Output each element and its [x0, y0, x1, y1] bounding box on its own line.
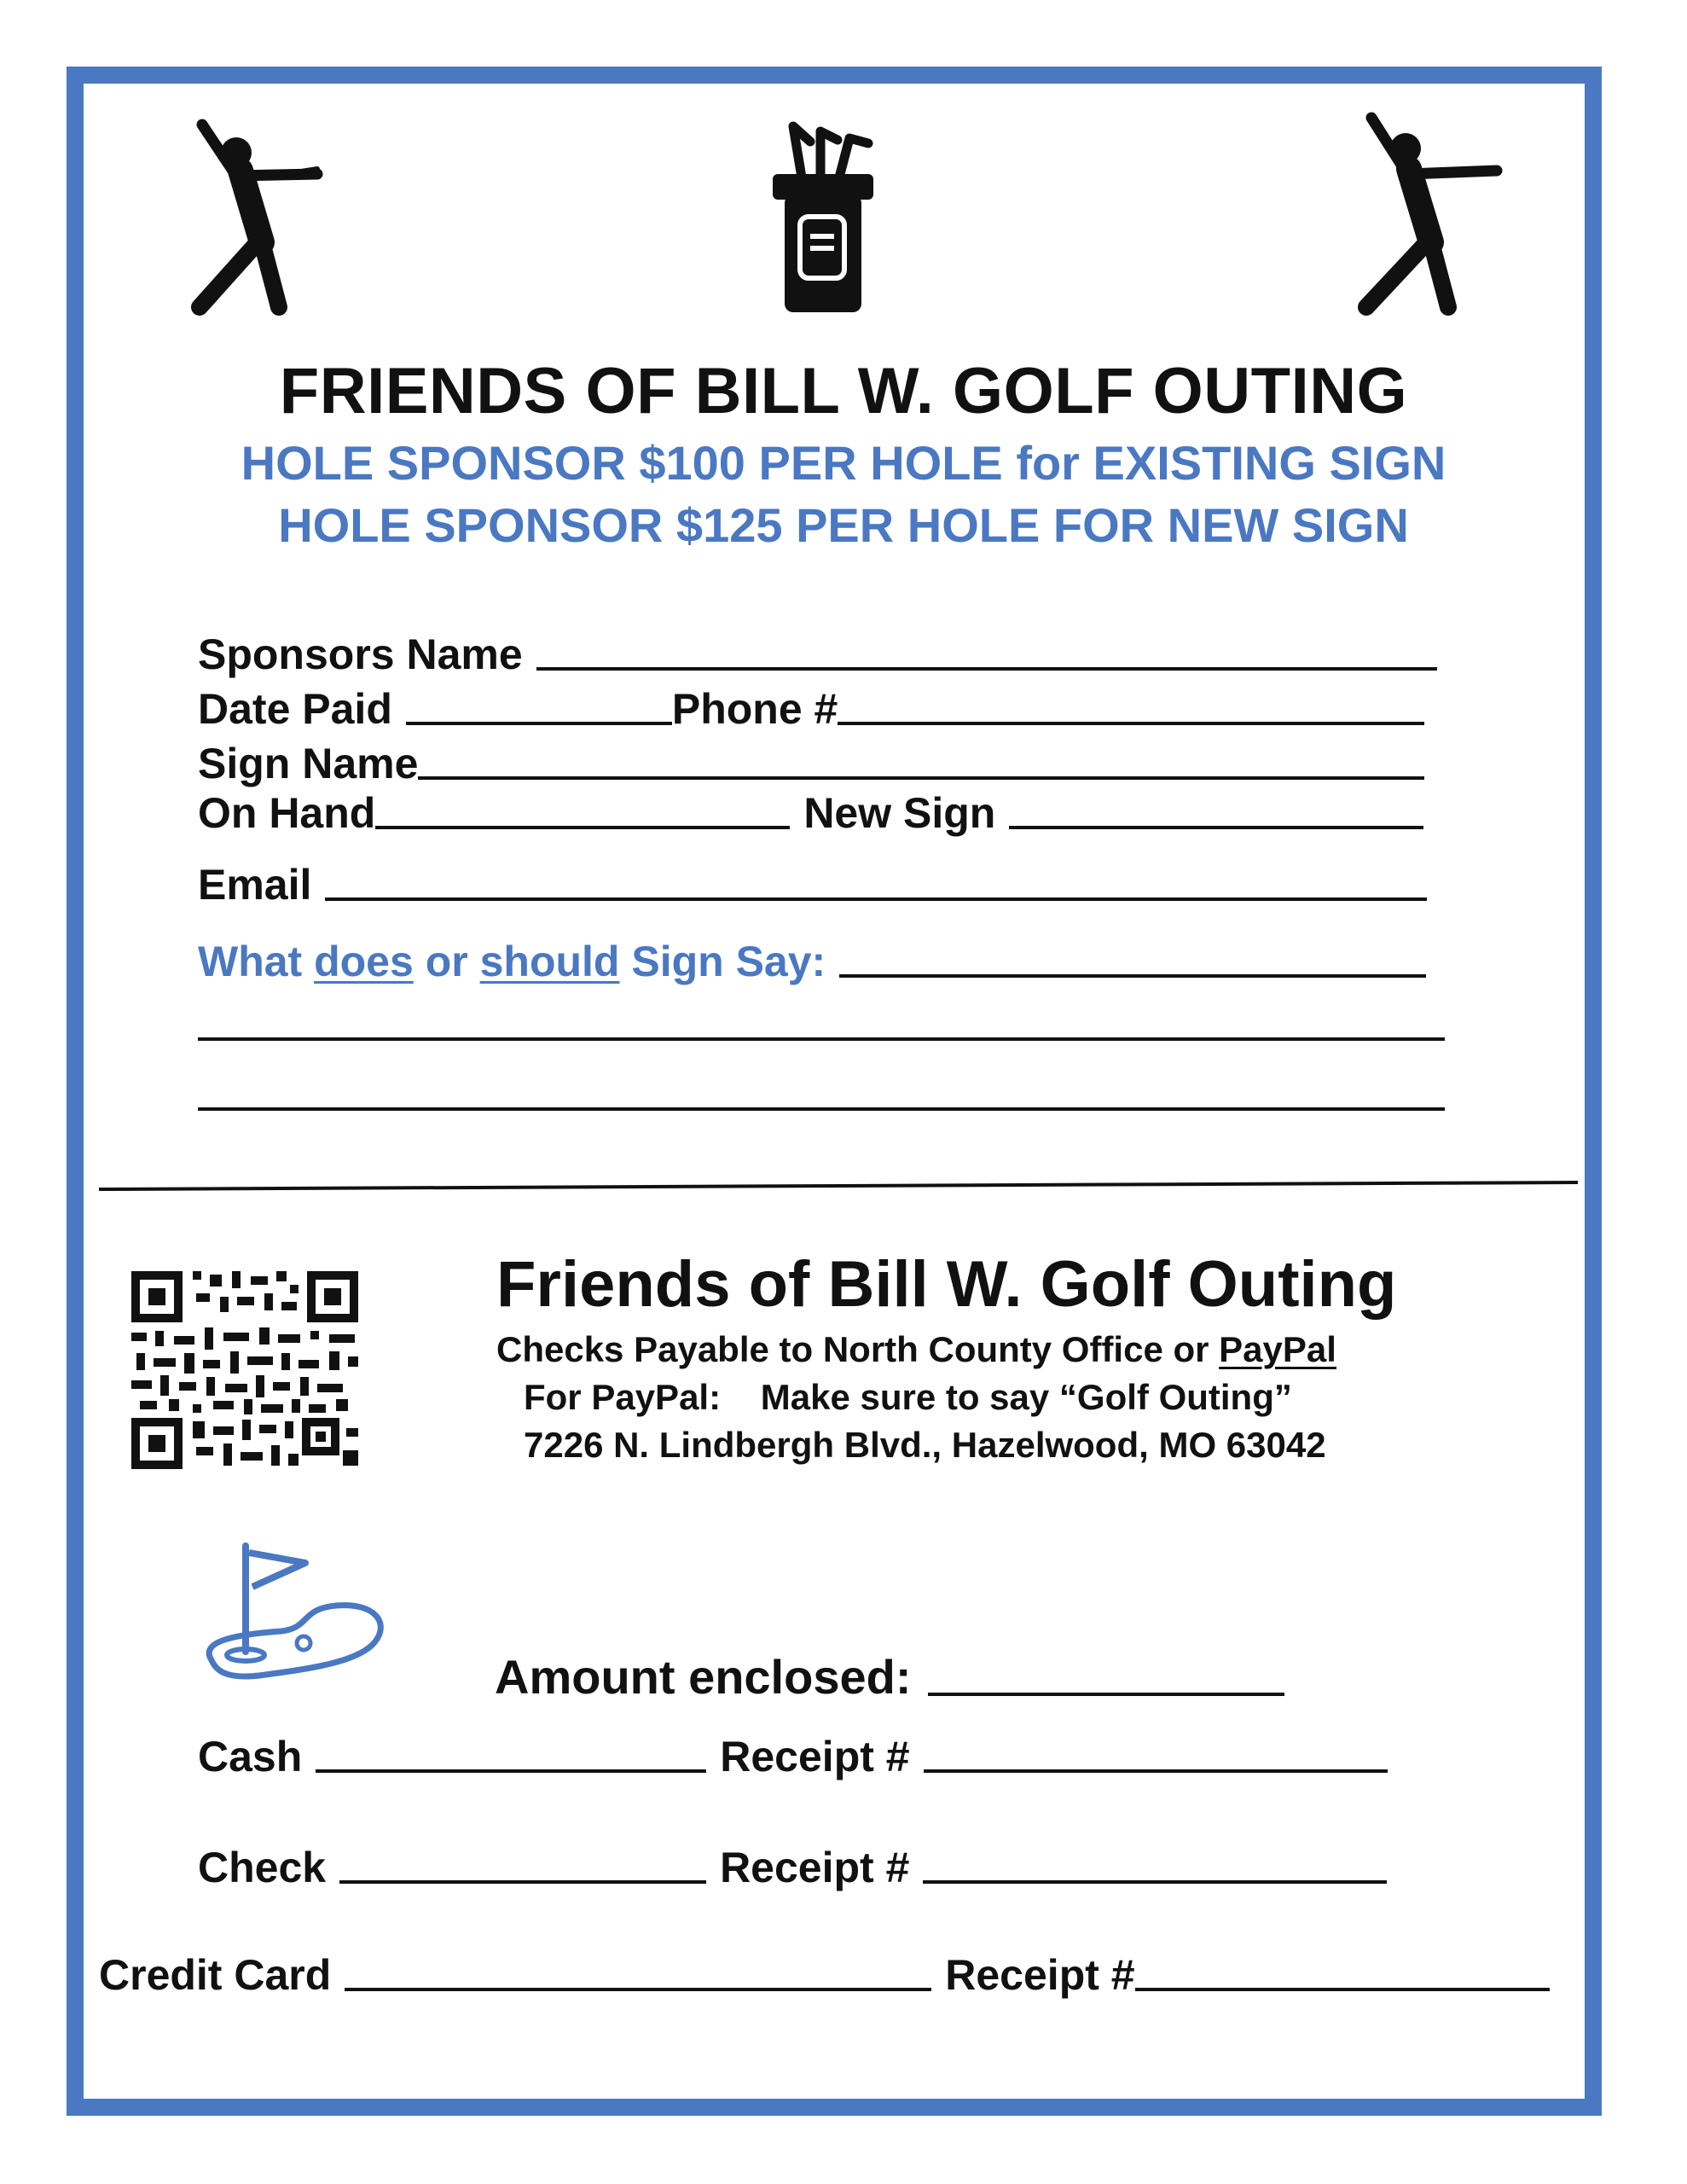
check-receipt-field[interactable] — [923, 1880, 1387, 1884]
checks-payable-text — [496, 1329, 1336, 1370]
cash-row — [198, 1723, 1388, 1778]
sign-say-should: should — [479, 938, 620, 985]
sponsors-name-field[interactable] — [536, 667, 1437, 671]
date-paid-label: Date Paid — [198, 685, 392, 733]
cash-receipt-field[interactable] — [924, 1769, 1388, 1773]
credit-card-receipt-label: Receipt # — [945, 1951, 1135, 1999]
sponsor-price-existing: HOLE SPONSOR $100 PER HOLE for EXISTING SIGN — [241, 436, 1446, 490]
new-sign-label: New Sign — [803, 789, 996, 837]
phone-field[interactable] — [838, 722, 1424, 725]
credit-card-row — [99, 1942, 1550, 1999]
sign-name-label: Sign Name — [198, 740, 419, 787]
check-receipt-label: Receipt # — [720, 1844, 910, 1891]
checks-payable-label: Checks Payable to North County Office or — [496, 1329, 1220, 1369]
phone-label: Phone # — [671, 685, 838, 733]
sponsors-name-row — [198, 621, 1437, 676]
cash-field[interactable] — [316, 1769, 706, 1773]
sign-say-does: does — [314, 938, 414, 985]
check-label: Check — [198, 1844, 327, 1891]
section-divider — [99, 1174, 1578, 1199]
new-sign-field[interactable] — [1009, 826, 1423, 829]
sign-say-field[interactable] — [839, 974, 1426, 978]
sign-say-line-2[interactable] — [198, 1037, 1445, 1041]
mailing-address: 7226 N. Lindbergh Blvd., Hazelwood, MO 63042 — [524, 1425, 1326, 1465]
sponsor-price-new: HOLE SPONSOR $125 PER HOLE FOR NEW SIGN — [278, 498, 1409, 552]
on-hand-label: On Hand — [198, 789, 376, 837]
credit-card-receipt-field[interactable] — [1135, 1988, 1550, 1991]
on-hand-row — [198, 780, 1423, 837]
sign-name-row — [198, 730, 1424, 785]
amount-enclosed-field[interactable] — [928, 1693, 1284, 1696]
amount-enclosed-label: Amount enclosed: — [495, 1650, 912, 1704]
golf-bag-icon — [768, 118, 878, 316]
credit-card-label: Credit Card — [99, 1951, 332, 1999]
on-hand-field[interactable] — [375, 826, 790, 829]
sign-say-label — [198, 940, 826, 983]
email-label: Email — [198, 861, 312, 909]
sign-say-what: What — [198, 938, 315, 985]
credit-card-field[interactable] — [345, 1988, 931, 1991]
date-phone-row — [198, 676, 1424, 733]
sign-say-line-3[interactable] — [198, 1107, 1445, 1111]
payment-heading: Friends of Bill W. Golf Outing — [496, 1248, 1397, 1321]
golf-green-flag-icon — [200, 1541, 386, 1684]
golfer-icon — [1356, 109, 1505, 316]
sponsors-name-label: Sponsors Name — [198, 630, 523, 678]
check-field[interactable] — [339, 1880, 706, 1884]
email-row — [198, 851, 1427, 909]
check-row — [198, 1834, 1387, 1889]
amount-enclosed-row — [495, 1647, 1284, 1704]
paypal-note: For PayPal: Make sure to say “Golf Outing” — [524, 1377, 1292, 1417]
cash-label: Cash — [198, 1733, 303, 1780]
page-title: FRIENDS OF BILL W. GOLF OUTING — [279, 355, 1408, 427]
qr-code — [131, 1271, 358, 1469]
golfer-icon — [189, 114, 326, 316]
paypal-link[interactable]: PayPal — [1219, 1329, 1336, 1369]
email-field[interactable] — [325, 897, 1427, 901]
sign-say-row — [198, 928, 1426, 983]
cash-receipt-label: Receipt # — [720, 1733, 910, 1780]
date-paid-field[interactable] — [406, 722, 672, 725]
sign-say-or: or — [413, 938, 480, 985]
sign-say-rest: Sign Say: — [619, 938, 826, 985]
